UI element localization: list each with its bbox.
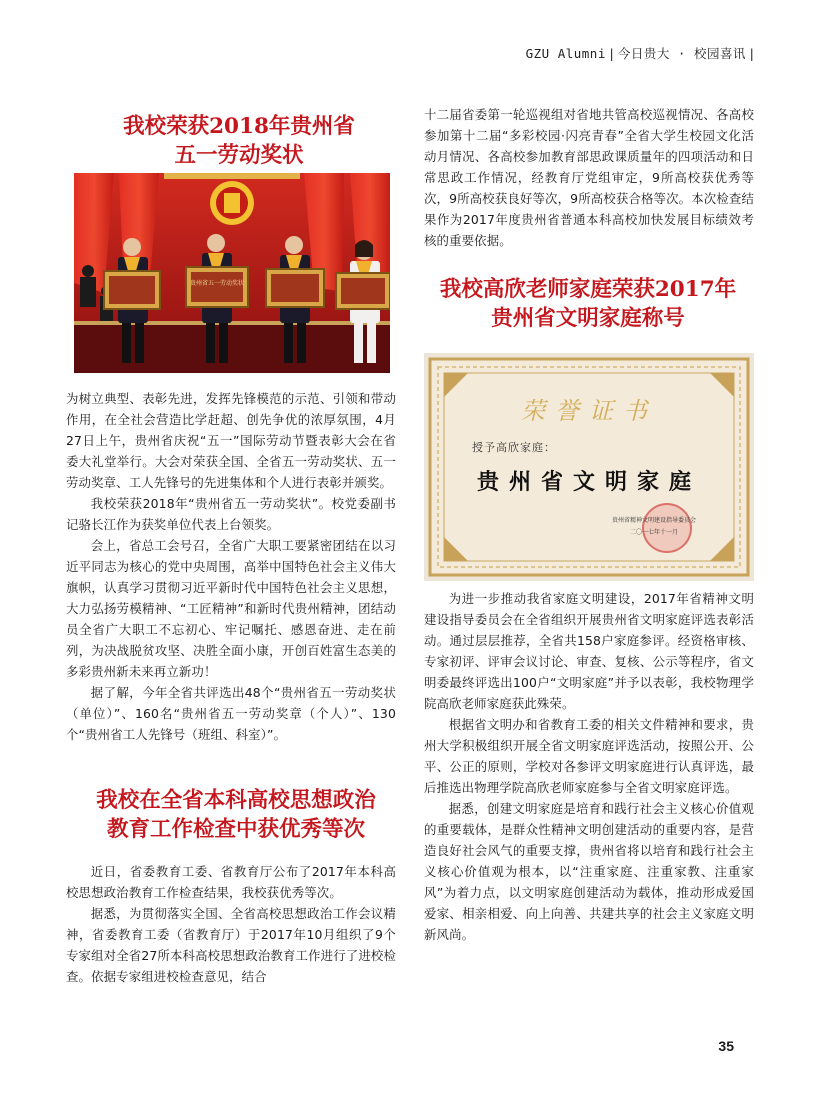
magazine-name: GZU Alumni xyxy=(525,46,606,61)
article-body-labor-award xyxy=(66,388,396,745)
paragraph: 我校荣获2018年“贵州省五一劳动奖状”。校党委副书记骆长江作为获奖单位代表上台领奖。 xyxy=(66,496,396,532)
paragraph: 近日，省委教育工委、省教育厅公布了2017年本科高校思想政治教育工作检查结果，我校获优秀等次。 xyxy=(66,864,396,900)
paragraph: 据悉，创建文明家庭是培育和践行社会主义核心价值观的重要载体，是群众性精神文明创建活动的重要内容，是营造良好社会风气的重要支撑，贵州省将以培育和践行社会主义核心价值观为根本，以“注重家庭、注重家教、注重家风”为着力点，以文明家庭创建活动为载体，推动形成爱国爱家、相亲相爱、向上向善、共建共享的社会主义家庭文明新风尚。 xyxy=(424,801,754,942)
award-ceremony-photo xyxy=(74,173,390,373)
header-separator: | xyxy=(607,46,616,61)
article-title-civilized-family xyxy=(418,276,758,333)
certificate-recipient: 授予高欣家庭： xyxy=(472,441,556,454)
paragraph: 根据省文明办和省教育工委的相关文件精神和要求，贵州大学积极组织开展全省文明家庭评选活动，按照公开、公平、公正的原则，学校对各参评文明家庭进行认真评选，最后推选出物理学院高欣老师家庭参与全省文明家庭评选。 xyxy=(424,717,754,795)
paragraph: 十二届省委第一轮巡视组对省地共管高校巡视情况、各高校参加第十二届“多彩校园·闪亮青春”全省大学生校园文化活动月情况、各高校参加教育部思政课质量年的四项活动和日常思政工作情况，经教育厅党组审定，9所高校获优秀等次，9所高校获良好等次，9所高校获合格等次。本次检查结果作为2017年度贵州省普通本科高校加快发展目标绩效考核的重要依据。 xyxy=(424,107,754,248)
title-line: 我校高欣老师家庭荣获2017年 xyxy=(439,277,737,302)
title-line: 我校在全省本科高校思想政治 xyxy=(96,788,376,813)
article-title-ideology-inspection xyxy=(66,787,406,844)
paragraph: 为进一步推动我省家庭文明建设，2017年省精神文明建设指导委员会在全省组织开展贵州省文明家庭评选表彰活动。通过层层推荐，全省共158户家庭参评。经资格审核、专家初评、评审会议讨论、审查、复核、公示等程序，省文明委最终评选出100户“文明家庭”并予以表彰，我校物理学院高欣老师家庭获此殊荣。 xyxy=(424,591,754,711)
ceremony-illustration xyxy=(74,173,390,373)
article-body-civilized-family xyxy=(424,588,754,945)
running-header xyxy=(526,44,758,62)
page-number: 35 xyxy=(718,1038,734,1054)
article-continuation-ideology-inspection xyxy=(424,104,754,251)
certificate-heading: 荣誉证书 xyxy=(521,397,657,425)
paragraph: 为树立典型、表彰先进，发挥先锋模范的示范、引领和带动作用，在全社会营造比学赶超、创先争优的浓厚氛围，4月27日上午，贵州省庆祝“五一”国际劳动节暨表彰大会在省委大礼堂举行。大会对荣获全国、全省五一劳动奖状、五一劳动奖章、工人先锋号的先进集体和个人进行表彰并颁奖。 xyxy=(66,391,396,490)
title-line: 五一劳动奖状 xyxy=(174,142,304,168)
paragraph: 会上，省总工会号召，全省广大职工要紧密团结在以习近平同志为核心的党中央周围，高举中国特色社会主义伟大旗帜，认真学习贯彻习近平新时代中国特色社会主义思想，大力弘扬劳模精神、“工匠精神”和新时代贵州精神，团结动员全省广大职工不忘初心、牢记嘱托、感恩奋进、走在前列，为决战脱贫攻坚、决胜全面小康，开创百姓富生态美的多彩贵州新未来再立新功！ xyxy=(66,538,396,679)
title-line: 贵州省文明家庭称号 xyxy=(491,305,685,331)
paragraph: 据了解，今年全省共评选出48个“贵州省五一劳动奖状（单位）”、160名“贵州省五一劳动奖章（个人）”、130个“贵州省工人先锋号（班组、科室）”。 xyxy=(66,685,396,742)
title-line: 我校荣获2018年贵州省 xyxy=(123,114,355,139)
certificate-honor: 贵州省文明家庭 xyxy=(476,469,701,495)
header-separator: | xyxy=(747,46,756,61)
paragraph: 据悉，为贯彻落实全国、全省高校思想政治工作会议精神，省委教育工委（省教育厅）于2017年10月组织了9个专家组对全省27所本科高校思想政治教育工作进行了进校检查。依据专家组进校检查意见，结合 xyxy=(66,906,396,984)
section-name: 今日贵大 · 校园喜讯 xyxy=(617,46,746,61)
certificate-date: 二〇一七年十一月 xyxy=(629,529,678,536)
title-line: 教育工作检查中获优秀等次 xyxy=(106,816,365,842)
plaque-text: 贵州省五一劳动奖状 xyxy=(189,280,245,287)
certificate-issuer: 贵州省精神文明建设指导委员会 xyxy=(611,517,696,524)
article-body-ideology-inspection xyxy=(66,861,396,987)
certificate-photo xyxy=(424,353,754,581)
article-title-labor-award xyxy=(66,113,412,170)
